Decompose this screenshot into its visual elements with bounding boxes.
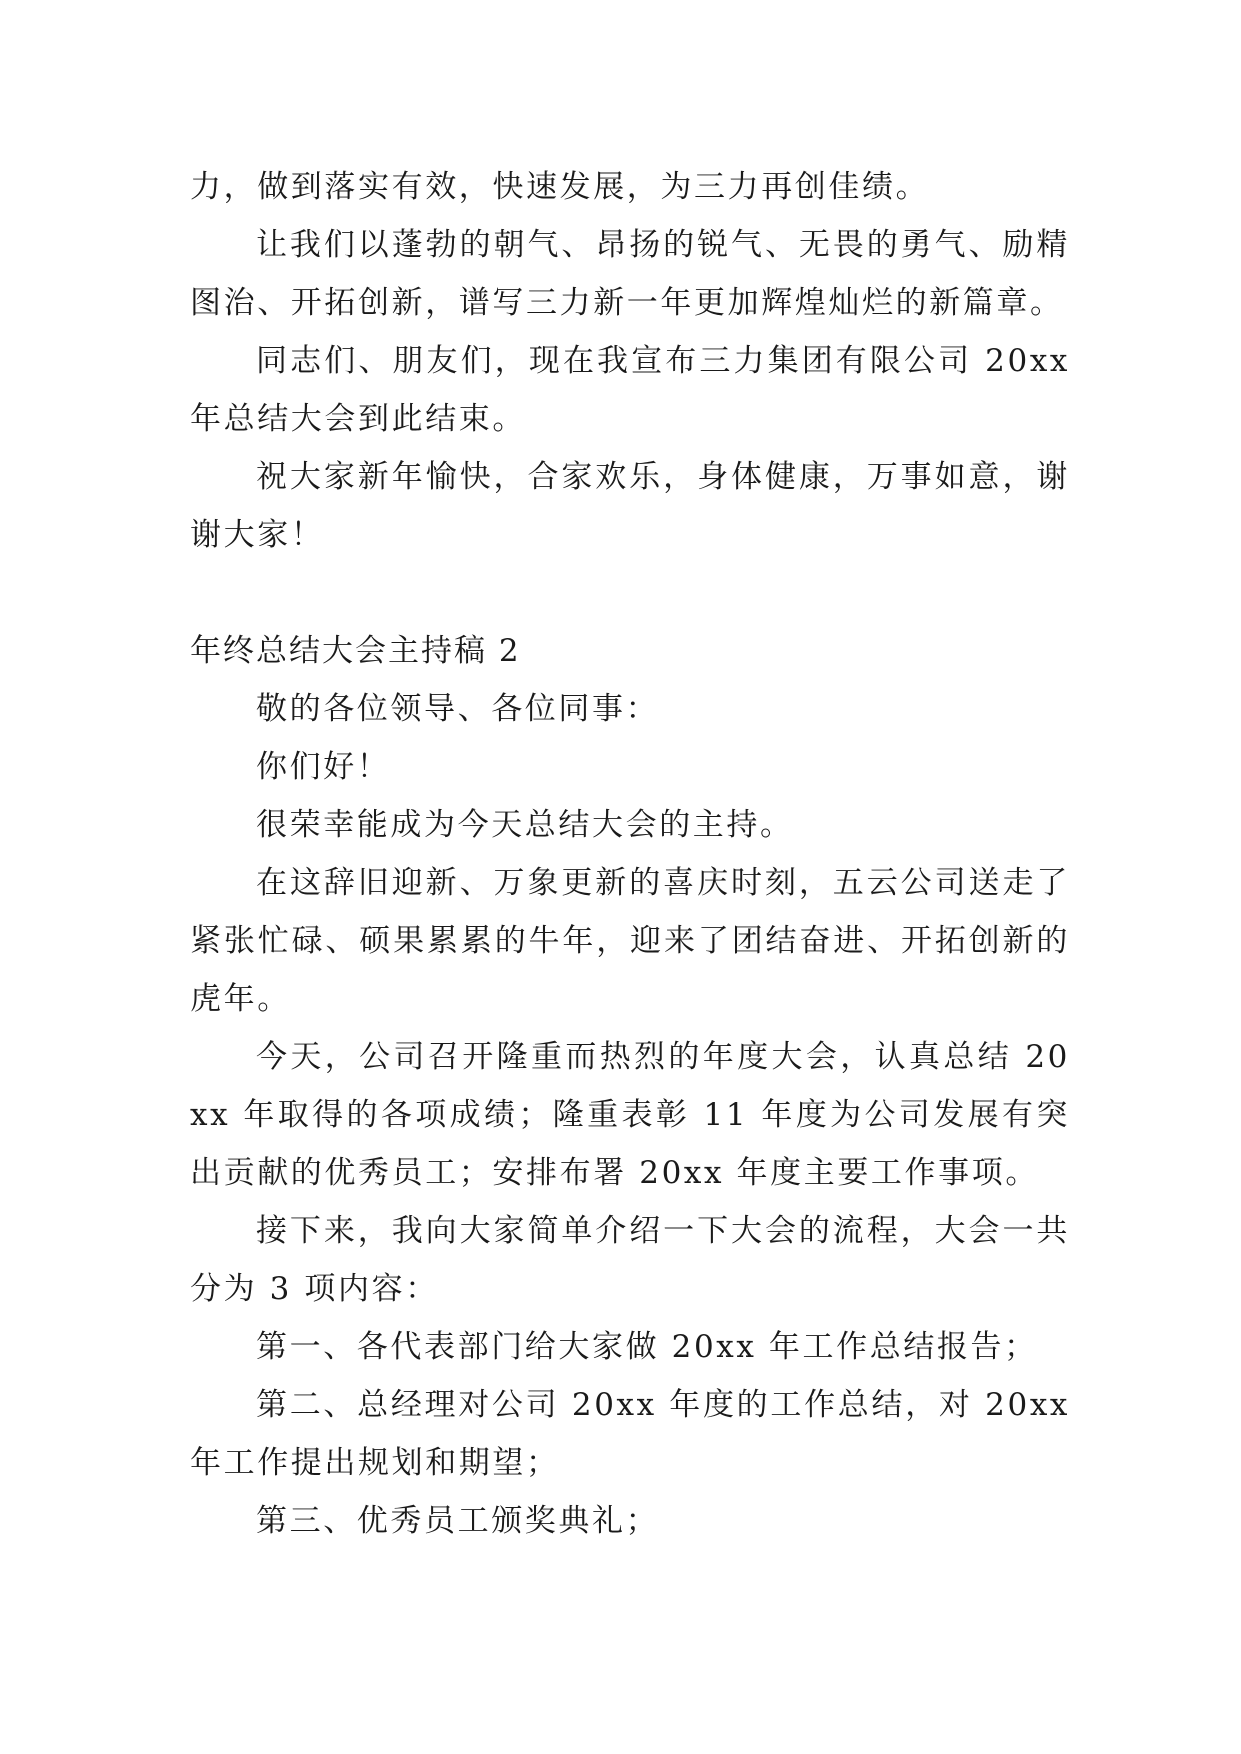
section-spacer — [190, 564, 1070, 622]
paragraph: 今天，公司召开隆重而热烈的年度大会，认真总结 20xx 年取得的各项成绩；隆重表彰 11 年度为公司发展有突出贡献的优秀员工；安排布署 20xx 年度主要工作事项。 — [190, 1039, 1070, 1191]
paragraph: 祝大家新年愉快，合家欢乐，身体健康，万事如意，谢谢大家！ — [190, 459, 1070, 553]
paragraph: 同志们、朋友们，现在我宣布三力集团有限公司 20xx 年总结大会到此结束。 — [190, 343, 1070, 437]
section-heading: 年终总结大会主持稿 2 — [190, 633, 521, 669]
paragraph: 第三、优秀员工颁奖典礼； — [256, 1503, 660, 1539]
paragraph: 第二、总经理对公司 20xx 年度的工作总结，对 20xx 年工作提出规划和期望； — [190, 1387, 1070, 1481]
paragraph: 你们好！ — [256, 749, 391, 785]
paragraph: 在这辞旧迎新、万象更新的喜庆时刻，五云公司送走了紧张忙碌、硕果累累的牛年，迎来了团结奋进、开拓创新的虎年。 — [190, 865, 1070, 1017]
paragraph: 第一、各代表部门给大家做 20xx 年工作总结报告； — [256, 1329, 1038, 1365]
paragraph: 接下来，我向大家简单介绍一下大会的流程，大会一共分为 3 项内容： — [190, 1213, 1070, 1307]
paragraph: 敬的各位领导、各位同事： — [256, 691, 660, 727]
paragraph: 让我们以蓬勃的朝气、昂扬的锐气、无畏的勇气、励精图治、开拓创新，谱写三力新一年更加辉煌灿烂的新篇章。 — [190, 227, 1070, 321]
document-body — [190, 158, 1070, 1550]
paragraph: 很荣幸能成为今天总结大会的主持。 — [256, 807, 794, 843]
paragraph: 力，做到落实有效，快速发展，为三力再创佳绩。 — [190, 169, 930, 205]
